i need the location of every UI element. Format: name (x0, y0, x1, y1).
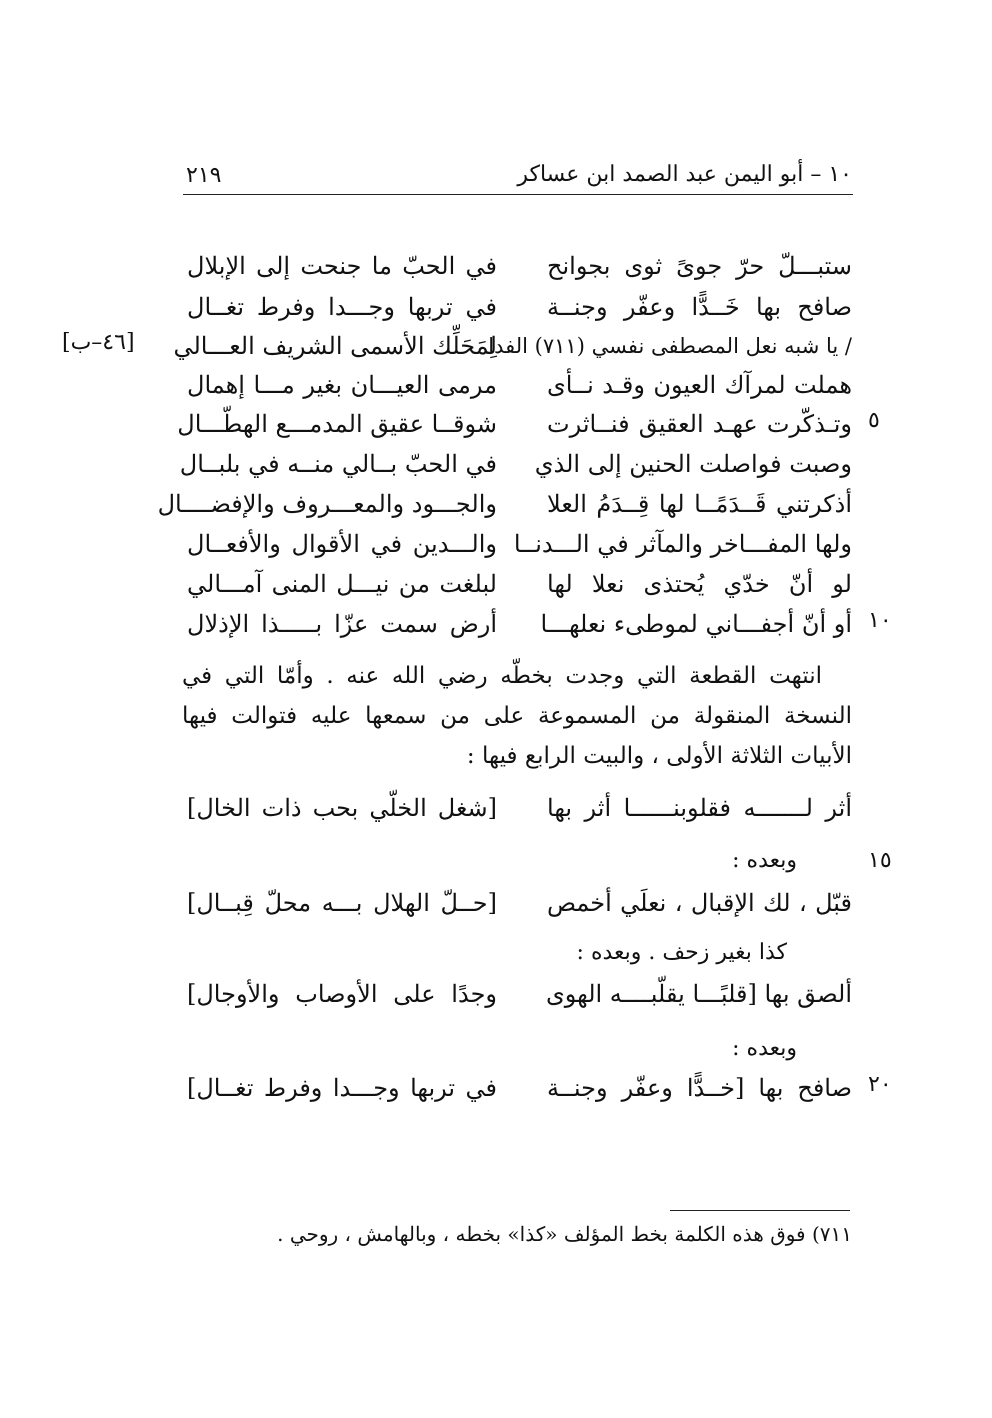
line-number: ١٥ (868, 848, 892, 873)
verse-first-hemistich: ستبـــلّ حرّ جوىً ثوى بجوانح (547, 252, 852, 280)
verse-first-hemistich: أثر لـــــــه فقلوبنــــــا أثر بها (547, 794, 852, 822)
verse-first-hemistich: ولها المفـــاخر والمآثر في الـــدنــا (513, 530, 852, 558)
verse-second-hemistich: في تربها وجـــدا وفرط تغــال] (187, 1074, 497, 1102)
line-number: ٥ (868, 408, 880, 433)
footnote-rule (670, 1210, 850, 1211)
verse-first-hemistich: وصبت فواصلت الحنين إلى الذي (534, 450, 852, 478)
line-number: ٢٠ (868, 1072, 892, 1097)
verse-row (0, 566, 992, 606)
verse-first-hemistich: / يا شبه نعل المصطفى نفسي (٧١١) الفدا (488, 334, 852, 358)
verse-second-hemistich: في الحبّ ما جنحت إلى الإبلال (187, 252, 497, 280)
verse-row (0, 367, 992, 407)
verse-second-hemistich: في الحبّ بــالي منــه في بلبــال (179, 450, 497, 478)
verse-row (0, 1070, 992, 1110)
after-label: وبعده : (732, 1036, 797, 1061)
verse-first-hemistich: لو أنّ خدّي يُحتذى نعلا لها (547, 570, 852, 598)
verse-first-hemistich: هملت لمرآك العيون وقـد نــأى (547, 371, 852, 399)
verse-second-hemistich: [حــلّ الهلال بـــه محلّ قِبــال] (187, 889, 497, 917)
verse-row (0, 526, 992, 566)
metre-note: كذا بغير زحف . وبعده : (576, 940, 787, 965)
verse-second-hemistich: والـــدين في الأقوال والأفعــال (187, 530, 497, 558)
verse-row (0, 885, 992, 925)
verse-row (0, 486, 992, 526)
verse-first-hemistich: أذكرتني قَــدَمًــا لها قِــدَمُ العلا (547, 490, 852, 518)
after-label: وبعده : (732, 848, 797, 873)
verse-second-hemistich: لبلغت من نيـــل المنى آمـــالي (187, 570, 497, 598)
footnote: ٧١١) فوق هذه الكلمة بخط المؤلف «كذا» بخطه ، وبالهامش ، روحي . (277, 1222, 852, 1246)
verse-row (0, 328, 992, 368)
verse-second-hemistich: شوقــا عقيق المدمـــع الهطّـــال (177, 410, 497, 438)
verse-second-hemistich: والجـــود والمعـــروف والإفضــــال (157, 490, 497, 518)
verse-row (0, 248, 992, 288)
running-title: ١٠ – أبو اليمن عبد الصمد ابن عساكر (517, 162, 852, 187)
verse-row (0, 606, 992, 646)
folio-margin-reference: [٤٦–ب] (62, 330, 135, 355)
note-row (0, 1034, 992, 1074)
verse-first-hemistich: قبّل ، لك الإقبال ، نعلَي أخمص (547, 889, 852, 917)
verse-first-hemistich: أو أنّ أجفـــاني لموطىء نعلهـــا (540, 610, 852, 638)
note-row (0, 846, 992, 886)
verse-row (0, 289, 992, 329)
verse-first-hemistich: صافح بها [خــدًّا وعفّر وجنــة (547, 1074, 852, 1102)
verse-row (0, 406, 992, 446)
verse-second-hemistich: مرمى العيـــان بغير مـــا إهمال (187, 371, 497, 399)
verse-first-hemistich: وتـذكّرت عهـد العقيق فنــاثرت (547, 410, 852, 438)
page-number: ٢١٩ (186, 163, 222, 188)
verse-second-hemistich: أرض سمت عزّا بـــــذا الإذلال (187, 610, 497, 638)
line-number: ١٠ (868, 608, 892, 633)
verse-row (0, 446, 992, 486)
verse-second-hemistich: في تربها وجـــدا وفرط تغــال (187, 293, 497, 321)
header-rule (183, 194, 853, 195)
verse-row (0, 790, 992, 830)
verse-second-hemistich: لِمَحَلِّك الأسمى الشريف العـــالي (173, 332, 497, 360)
editor-note-paragraph: انتهت القطعة التي وجدت بخطّه رضي الله عنه . وأمّا التي في النسخة المنقولة من المسموعة على من سمعها عليه فتوالت فيها الأبيات الثلاثة الأولى ، والبيت الرابع فيها : (182, 663, 852, 769)
note-row (0, 938, 992, 978)
verse-first-hemistich: صافح بها خَــدًّا وعفّر وجنــة (547, 293, 852, 321)
verse-second-hemistich: وجدًا على الأوصاب والأوجال] (187, 980, 497, 1008)
verse-row (0, 976, 992, 1016)
verse-first-hemistich: ألصق بها [قلبًـــا يقلّبــــه الهوى (545, 980, 852, 1008)
verse-second-hemistich: [شغل الخلّي بحب ذات الخال] (187, 794, 497, 822)
